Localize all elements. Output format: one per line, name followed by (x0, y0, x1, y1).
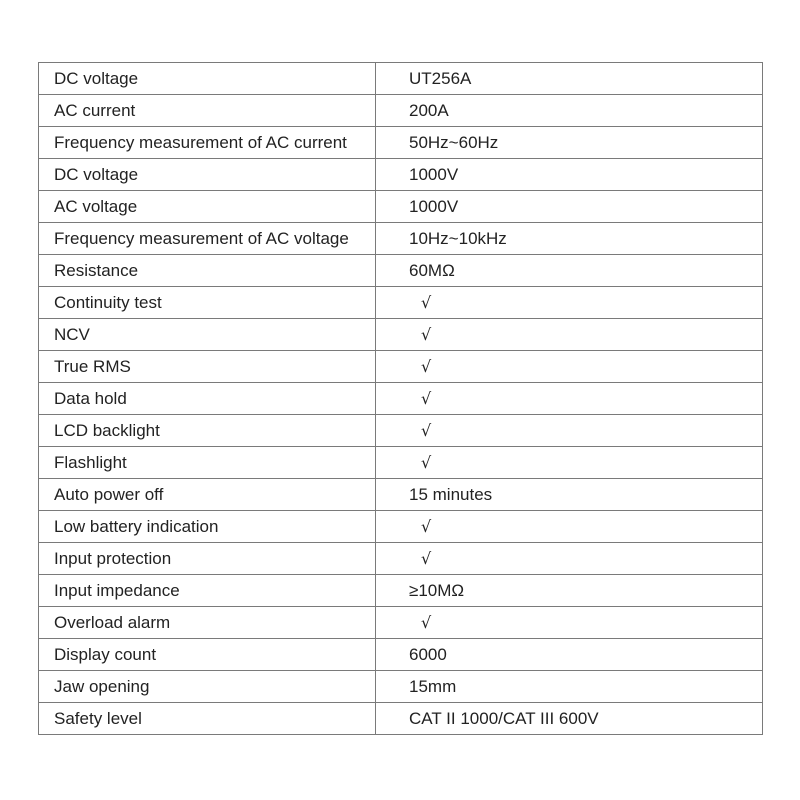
table-row (39, 287, 763, 319)
value-cell: 15mm (376, 671, 763, 703)
value-cell: UT256A (376, 63, 763, 95)
value-cell: 1000V (376, 191, 763, 223)
table-row (39, 415, 763, 447)
parameter-cell: Input impedance (39, 575, 376, 607)
parameter-cell: Input protection (39, 543, 376, 575)
checkmark-cell: √ (376, 607, 763, 639)
parameter-cell: DC voltage (39, 159, 376, 191)
parameter-cell: Display count (39, 639, 376, 671)
parameter-cell: Jaw opening (39, 671, 376, 703)
checkmark-cell: √ (376, 543, 763, 575)
table-row (39, 159, 763, 191)
parameter-cell: Safety level (39, 703, 376, 735)
parameter-cell: Flashlight (39, 447, 376, 479)
table-row (39, 703, 763, 735)
value-cell: CAT II 1000/CAT III 600V (376, 703, 763, 735)
specification-table (38, 62, 763, 735)
value-cell: 15 minutes (376, 479, 763, 511)
value-cell: 60MΩ (376, 255, 763, 287)
parameter-cell: True RMS (39, 351, 376, 383)
parameter-cell: Frequency measurement of AC current (39, 127, 376, 159)
table-row (39, 671, 763, 703)
table-row (39, 447, 763, 479)
table-row (39, 383, 763, 415)
table-row (39, 575, 763, 607)
parameter-cell: Data hold (39, 383, 376, 415)
checkmark-cell: √ (376, 511, 763, 543)
value-cell: 10Hz~10kHz (376, 223, 763, 255)
checkmark-cell: √ (376, 383, 763, 415)
checkmark-cell: √ (376, 287, 763, 319)
value-cell: 50Hz~60Hz (376, 127, 763, 159)
parameter-cell: Resistance (39, 255, 376, 287)
checkmark-cell: √ (376, 447, 763, 479)
parameter-cell: NCV (39, 319, 376, 351)
parameter-cell: AC current (39, 95, 376, 127)
checkmark-cell: √ (376, 319, 763, 351)
table-row (39, 191, 763, 223)
parameter-cell: DC voltage (39, 63, 376, 95)
table-row (39, 63, 763, 95)
value-cell: 200A (376, 95, 763, 127)
parameter-cell: Overload alarm (39, 607, 376, 639)
checkmark-cell: √ (376, 415, 763, 447)
parameter-cell: Continuity test (39, 287, 376, 319)
parameter-cell: Frequency measurement of AC voltage (39, 223, 376, 255)
value-cell: 6000 (376, 639, 763, 671)
specification-table-body (39, 63, 763, 735)
table-row (39, 127, 763, 159)
table-row (39, 319, 763, 351)
checkmark-cell: √ (376, 351, 763, 383)
table-row (39, 95, 763, 127)
table-row (39, 511, 763, 543)
parameter-cell: Auto power off (39, 479, 376, 511)
parameter-cell: Low battery indication (39, 511, 376, 543)
table-row (39, 639, 763, 671)
value-cell: ≥10MΩ (376, 575, 763, 607)
parameter-cell: LCD backlight (39, 415, 376, 447)
table-row (39, 255, 763, 287)
table-row (39, 351, 763, 383)
parameter-cell: AC voltage (39, 191, 376, 223)
table-row (39, 223, 763, 255)
table-row (39, 607, 763, 639)
value-cell: 1000V (376, 159, 763, 191)
table-row (39, 479, 763, 511)
table-row (39, 543, 763, 575)
